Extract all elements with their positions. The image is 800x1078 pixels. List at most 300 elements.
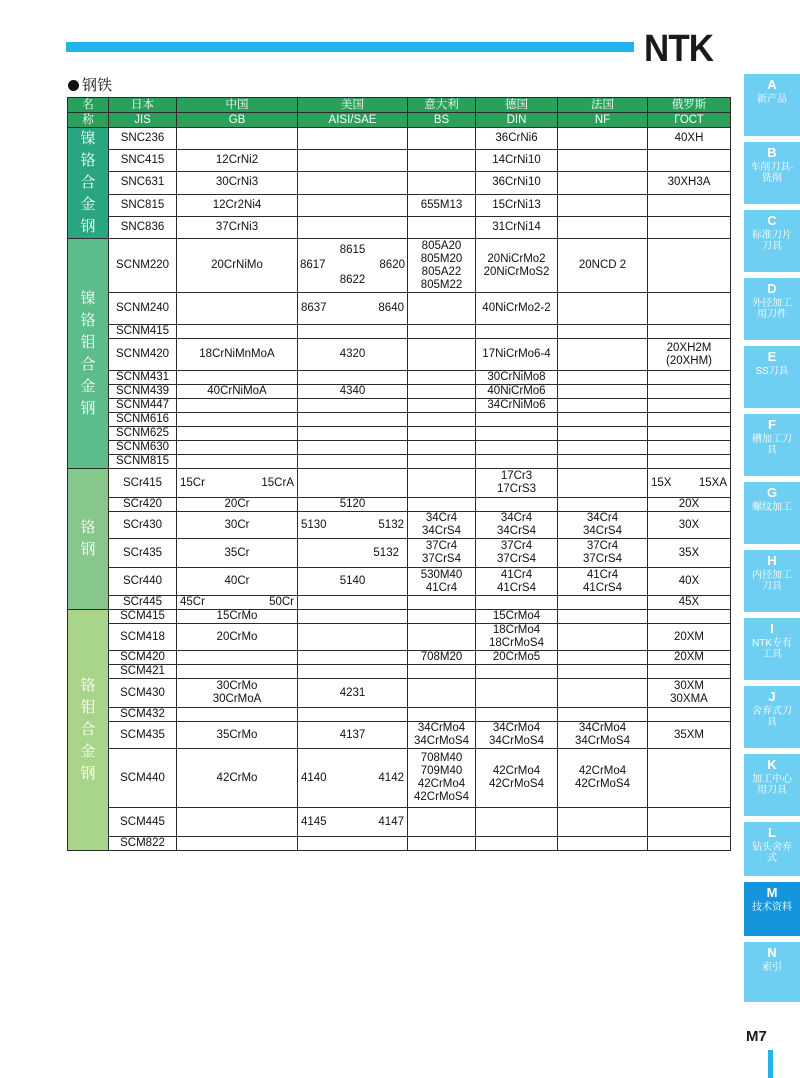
cell-value: 34Cr4 34CrS4	[422, 512, 461, 537]
category-cell	[68, 239, 109, 469]
cell-value: 37CrNi3	[215, 220, 259, 233]
cell-nf	[558, 624, 648, 651]
cell-jis: SCr440	[109, 568, 177, 596]
cell-din	[476, 194, 558, 216]
cell-gost	[648, 610, 731, 624]
table-row	[68, 239, 731, 293]
cell-nf	[558, 371, 648, 385]
side-tab-letter: I	[770, 621, 774, 636]
top-accent-bar	[66, 42, 634, 52]
table-row	[68, 172, 731, 194]
cell-value: 15CrMo	[216, 610, 258, 622]
cell-gb	[177, 708, 298, 722]
header-cell: 称	[68, 113, 109, 128]
cell-gost	[648, 194, 731, 216]
cell-gb	[177, 339, 298, 371]
cell-value: 37Cr4 37CrS4	[497, 540, 536, 565]
cell-jis: SCNM415	[109, 325, 177, 339]
cell-gb	[177, 808, 298, 837]
cell-bs	[408, 325, 476, 339]
cell-aisi	[298, 239, 408, 293]
cell-aisi	[298, 469, 408, 498]
cell-bs	[408, 413, 476, 427]
header-cell: NF	[558, 113, 648, 128]
cell-value: 45X	[678, 596, 700, 608]
cell-value: 40CrNiMoA	[207, 385, 267, 397]
cell-din	[476, 808, 558, 837]
cell-bs	[408, 679, 476, 708]
table-row	[68, 385, 731, 399]
split-value: 5132	[378, 518, 404, 531]
cell-gb	[177, 150, 298, 172]
cell-nf	[558, 539, 648, 568]
cell-aisi	[298, 413, 408, 427]
cell-value: 15CrMo4	[492, 610, 541, 622]
cell-bs	[408, 455, 476, 469]
table-row	[68, 651, 731, 665]
side-tab-b[interactable]	[744, 142, 800, 205]
side-tab-label: 车削刀具·铣削	[750, 162, 794, 184]
cell-jis: SCM415	[109, 610, 177, 624]
cell-value: 20CrMo5	[492, 651, 541, 663]
table-row	[68, 512, 731, 539]
cell-jis: SCM822	[109, 837, 177, 851]
side-tab-j[interactable]	[744, 686, 800, 749]
header-cell: DIN	[476, 113, 558, 128]
cell-bs	[408, 399, 476, 413]
cell-value: 5140	[339, 575, 366, 587]
cell-bs	[408, 651, 476, 665]
cell-bs	[408, 216, 476, 238]
cell-nf	[558, 455, 648, 469]
cell-nf	[558, 339, 648, 371]
cell-din	[476, 385, 558, 399]
header-row-countries	[68, 98, 731, 113]
cell-din	[476, 128, 558, 150]
cell-nf	[558, 325, 648, 339]
cell-jis: SCNM625	[109, 427, 177, 441]
cell-gb	[177, 441, 298, 455]
side-tab-l[interactable]	[744, 822, 800, 877]
cell-gost	[648, 413, 731, 427]
side-tab-letter: B	[767, 145, 777, 160]
split-value: 15CrA	[261, 476, 294, 489]
category-cell	[68, 469, 109, 610]
cell-nf	[558, 399, 648, 413]
cell-din	[476, 679, 558, 708]
cell-aisi	[298, 399, 408, 413]
cell-value: 708M20	[420, 651, 463, 663]
cell-din	[476, 512, 558, 539]
cell-value: 35XM	[673, 728, 705, 741]
cell-gb	[177, 325, 298, 339]
cell-value: 4340	[339, 385, 366, 397]
side-tab-label: 钻头舍弃式	[752, 842, 792, 864]
table-row	[68, 749, 731, 808]
cell-gb	[177, 512, 298, 539]
cell-jis: SNC631	[109, 172, 177, 194]
cell-nf	[558, 216, 648, 238]
cell-nf	[558, 172, 648, 194]
category-label: 镍 铬 合 金 钢	[80, 130, 96, 235]
side-tab-label: 新产品	[757, 94, 787, 105]
cell-din	[476, 293, 558, 325]
cell-din	[476, 749, 558, 808]
cell-nf	[558, 837, 648, 851]
cell-value: 5132	[373, 546, 399, 559]
table-row	[68, 610, 731, 624]
side-tab-label: NTK专有工具	[752, 638, 792, 660]
cell-gost	[648, 441, 731, 455]
header-cell: 意大利	[408, 98, 476, 113]
cell-gb	[177, 665, 298, 679]
cell-din	[476, 708, 558, 722]
category-label: 铬 钢	[80, 519, 96, 558]
cell-gost	[648, 399, 731, 413]
split-value: 4140	[301, 771, 327, 784]
cell-value: 30XH3A	[667, 176, 711, 189]
cell-jis: SCr430	[109, 512, 177, 539]
cell-value: 4320	[339, 348, 366, 360]
cell-value: 34CrMo4 34CrMoS4	[414, 722, 469, 747]
cell-din	[476, 610, 558, 624]
cell-jis: SCNM439	[109, 385, 177, 399]
side-tab-label: SS刀具	[755, 366, 789, 377]
header-cell: GB	[177, 113, 298, 128]
table-row	[68, 339, 731, 371]
split-value: 8637	[301, 302, 327, 314]
cell-value: 20XM	[673, 651, 705, 663]
table-row	[68, 808, 731, 837]
cell-value: 4137	[339, 728, 366, 741]
side-tab-letter: K	[767, 757, 777, 772]
header-cell: ГОСТ	[648, 113, 731, 128]
cell-value: 30CrNiMo8	[487, 371, 546, 383]
cell-nf	[558, 427, 648, 441]
cell-bs	[408, 539, 476, 568]
cell-aisi	[298, 172, 408, 194]
cell-gb	[177, 128, 298, 150]
cell-jis: SNC236	[109, 128, 177, 150]
cell-bs	[408, 722, 476, 749]
header-cell: BS	[408, 113, 476, 128]
cell-gb	[177, 498, 298, 512]
side-tab-m[interactable]	[744, 882, 800, 937]
bullet-icon	[68, 80, 79, 91]
cell-bs	[408, 568, 476, 596]
cell-bs	[408, 150, 476, 172]
cell-din	[476, 216, 558, 238]
side-tab-letter: J	[768, 689, 776, 704]
cell-jis: SCM435	[109, 722, 177, 749]
cell-din	[476, 371, 558, 385]
cell-bs	[408, 808, 476, 837]
side-tab-h[interactable]	[744, 550, 800, 613]
cell-gost	[648, 293, 731, 325]
side-tab-a[interactable]	[744, 74, 800, 137]
cell-gost	[648, 325, 731, 339]
cell-aisi	[298, 512, 408, 539]
cell-aisi	[298, 808, 408, 837]
cell-value: 708M40 709M40 42CrMo4 42CrMoS4	[414, 752, 469, 803]
cell-nf	[558, 293, 648, 325]
cell-value: 30CrMo 30CrMoA	[212, 680, 262, 705]
cell-gost	[648, 172, 731, 194]
cell-value: 35CrMo	[216, 728, 258, 741]
cell-value: 805A20 805M20 805A22 805M22	[420, 239, 463, 291]
cell-jis: SCr415	[109, 469, 177, 498]
cell-aisi	[298, 216, 408, 238]
side-tab-letter: E	[767, 349, 777, 364]
cell-din	[476, 596, 558, 610]
table-row	[68, 665, 731, 679]
cell-gb	[177, 413, 298, 427]
cell-bs	[408, 194, 476, 216]
cell-jis: SCNM815	[109, 455, 177, 469]
category-label: 镍 铬 钼 合 金 钢	[80, 289, 96, 417]
table-row	[68, 194, 731, 216]
cell-gost	[648, 665, 731, 679]
header-cell: 德国	[476, 98, 558, 113]
cell-nf	[558, 749, 648, 808]
cell-value: 14CrNi10	[492, 154, 541, 167]
cell-gost	[648, 427, 731, 441]
side-tab-letter: C	[767, 213, 777, 228]
side-tab-i[interactable]	[744, 618, 800, 681]
cell-bs	[408, 749, 476, 808]
cell-bs	[408, 708, 476, 722]
cell-value: 20NCD 2	[578, 259, 627, 271]
cell-bs	[408, 441, 476, 455]
split-value: 15X	[651, 476, 672, 489]
cell-nf	[558, 610, 648, 624]
cell-din	[476, 837, 558, 851]
cell-aisi	[298, 568, 408, 596]
cell-aisi	[298, 651, 408, 665]
cell-jis: SCNM431	[109, 371, 177, 385]
cell-aisi	[298, 128, 408, 150]
cell-din	[476, 239, 558, 293]
header-cell: 美国	[298, 98, 408, 113]
table-row	[68, 399, 731, 413]
table-row	[68, 441, 731, 455]
header-cell: 俄罗斯	[648, 98, 731, 113]
cell-din	[476, 539, 558, 568]
cell-value: 20Cr	[224, 498, 250, 510]
cell-gb	[177, 194, 298, 216]
cell-bs	[408, 172, 476, 194]
cell-value: 20CrMo	[216, 630, 258, 643]
cell-bs	[408, 512, 476, 539]
cell-bs	[408, 427, 476, 441]
cell-value: 30XM 30XMA	[670, 680, 708, 705]
category-cell	[68, 128, 109, 239]
table-row	[68, 722, 731, 749]
cell-value: 36CrNi6	[495, 132, 538, 145]
cell-gb	[177, 216, 298, 238]
cell-gost	[648, 216, 731, 238]
cell-gost	[648, 469, 731, 498]
cell-nf	[558, 194, 648, 216]
cell-aisi	[298, 385, 408, 399]
cell-din	[476, 172, 558, 194]
cell-nf	[558, 469, 648, 498]
cell-aisi	[298, 441, 408, 455]
side-tab-label: 标准刀片刀具	[752, 230, 792, 252]
cell-nf	[558, 150, 648, 172]
cell-value: 4231	[339, 686, 366, 699]
cell-bs	[408, 385, 476, 399]
table-row	[68, 539, 731, 568]
cell-aisi	[298, 708, 408, 722]
cell-jis: SCNM240	[109, 293, 177, 325]
cell-gost	[648, 568, 731, 596]
side-tab-k[interactable]	[744, 754, 800, 817]
header-cell: 名	[68, 98, 109, 113]
table-row	[68, 469, 731, 498]
table-row	[68, 455, 731, 469]
cell-gost	[648, 708, 731, 722]
cell-jis: SNC836	[109, 216, 177, 238]
split-value: 8640	[378, 302, 404, 314]
cell-jis: SCM440	[109, 749, 177, 808]
cell-din	[476, 455, 558, 469]
cell-gb	[177, 399, 298, 413]
side-tab-e[interactable]	[744, 346, 800, 409]
cell-value: 18CrMo4 18CrMoS4	[489, 624, 544, 649]
cell-gb	[177, 469, 298, 498]
cell-bs	[408, 596, 476, 610]
cell-aisi	[298, 624, 408, 651]
cell-gb	[177, 239, 298, 293]
cell-din	[476, 651, 558, 665]
side-tab-label: 加工中心用刀具	[752, 774, 792, 796]
side-tab-letter: N	[767, 945, 777, 960]
section-title-text: 钢铁	[82, 77, 113, 94]
cell-bs	[408, 610, 476, 624]
side-tab-letter: D	[767, 281, 777, 296]
cell-aisi	[298, 596, 408, 610]
cell-value: 18CrNiMnMoA	[199, 348, 275, 360]
cell-nf	[558, 722, 648, 749]
cell-gb	[177, 427, 298, 441]
side-tab-d[interactable]	[744, 278, 800, 341]
page-number-accent	[768, 1050, 773, 1078]
cell-nf	[558, 651, 648, 665]
split-value: 4142	[378, 771, 404, 784]
cell-jis: SCM432	[109, 708, 177, 722]
split-value: 8617	[300, 259, 326, 271]
cell-jis: SCNM616	[109, 413, 177, 427]
cell-jis: SCM430	[109, 679, 177, 708]
cell-nf	[558, 128, 648, 150]
cell-value: 40XH	[674, 132, 704, 145]
side-tab-f[interactable]	[744, 414, 800, 477]
cell-gb	[177, 172, 298, 194]
cell-value: 12CrNi2	[215, 154, 259, 167]
table-row	[68, 427, 731, 441]
header-cell: JIS	[109, 113, 177, 128]
cell-jis: SCr445	[109, 596, 177, 610]
side-tab-letter: H	[767, 553, 777, 568]
cell-value: 20CrNiMo	[211, 259, 263, 271]
side-tab-n[interactable]	[744, 942, 800, 1003]
cell-value: 15CrNi13	[492, 198, 541, 211]
cell-value: 35Cr	[224, 546, 250, 559]
cell-value: 37Cr4 37CrS4	[583, 540, 622, 565]
cell-value: 41Cr4 41CrS4	[497, 568, 536, 594]
split-value: 5130	[301, 518, 327, 531]
cell-value: 12Cr2Ni4	[212, 198, 262, 211]
side-tab-letter: M	[766, 885, 778, 900]
cell-gb	[177, 539, 298, 568]
cell-gb	[177, 624, 298, 651]
cell-jis: SNC815	[109, 194, 177, 216]
split-value: 15XA	[698, 476, 727, 489]
table-row	[68, 325, 731, 339]
header-cell: 日本	[109, 98, 177, 113]
cell-gb	[177, 596, 298, 610]
cell-gost	[648, 749, 731, 808]
cell-din	[476, 568, 558, 596]
split-value: 8622	[339, 274, 366, 286]
cell-jis: SCM421	[109, 665, 177, 679]
cell-nf	[558, 498, 648, 512]
cell-aisi	[298, 194, 408, 216]
cell-din	[476, 325, 558, 339]
cell-nf	[558, 441, 648, 455]
cell-jis: SNC415	[109, 150, 177, 172]
cell-aisi	[298, 427, 408, 441]
table-row	[68, 624, 731, 651]
side-tab-g[interactable]	[744, 482, 800, 545]
side-tab-label: 外径加工用刀件	[752, 298, 792, 320]
cell-value: 30X	[678, 518, 700, 531]
cell-gb	[177, 568, 298, 596]
split-value: 4145	[301, 815, 327, 828]
cell-nf	[558, 679, 648, 708]
steel-comparison-table	[67, 97, 731, 851]
cell-din	[476, 498, 558, 512]
side-tab-c[interactable]	[744, 210, 800, 273]
cell-value: 40NiCrMo6	[487, 385, 546, 397]
cell-jis: SCNM447	[109, 399, 177, 413]
cell-value: 34Cr4 34CrS4	[497, 512, 536, 537]
cell-nf	[558, 708, 648, 722]
cell-gb	[177, 749, 298, 808]
cell-gb	[177, 385, 298, 399]
section-title	[68, 74, 112, 95]
cell-bs	[408, 498, 476, 512]
split-value: 4147	[378, 815, 404, 828]
cell-bs	[408, 293, 476, 325]
side-tab-label: 舍弃式刀具	[752, 706, 792, 728]
cell-nf	[558, 596, 648, 610]
category-label: 铬 钼 合 金 钢	[80, 677, 96, 782]
cell-value: 30CrNi3	[215, 176, 259, 189]
cell-gost	[648, 539, 731, 568]
cell-gost	[648, 722, 731, 749]
cell-nf	[558, 385, 648, 399]
table-row	[68, 413, 731, 427]
cell-value: 40NiCrMo2-2	[482, 302, 551, 314]
cell-value: 20XH2M (20XHM)	[665, 341, 712, 367]
cell-gb	[177, 610, 298, 624]
cell-aisi	[298, 610, 408, 624]
cell-din	[476, 427, 558, 441]
cell-value: 655M13	[420, 198, 463, 211]
cell-gost	[648, 371, 731, 385]
